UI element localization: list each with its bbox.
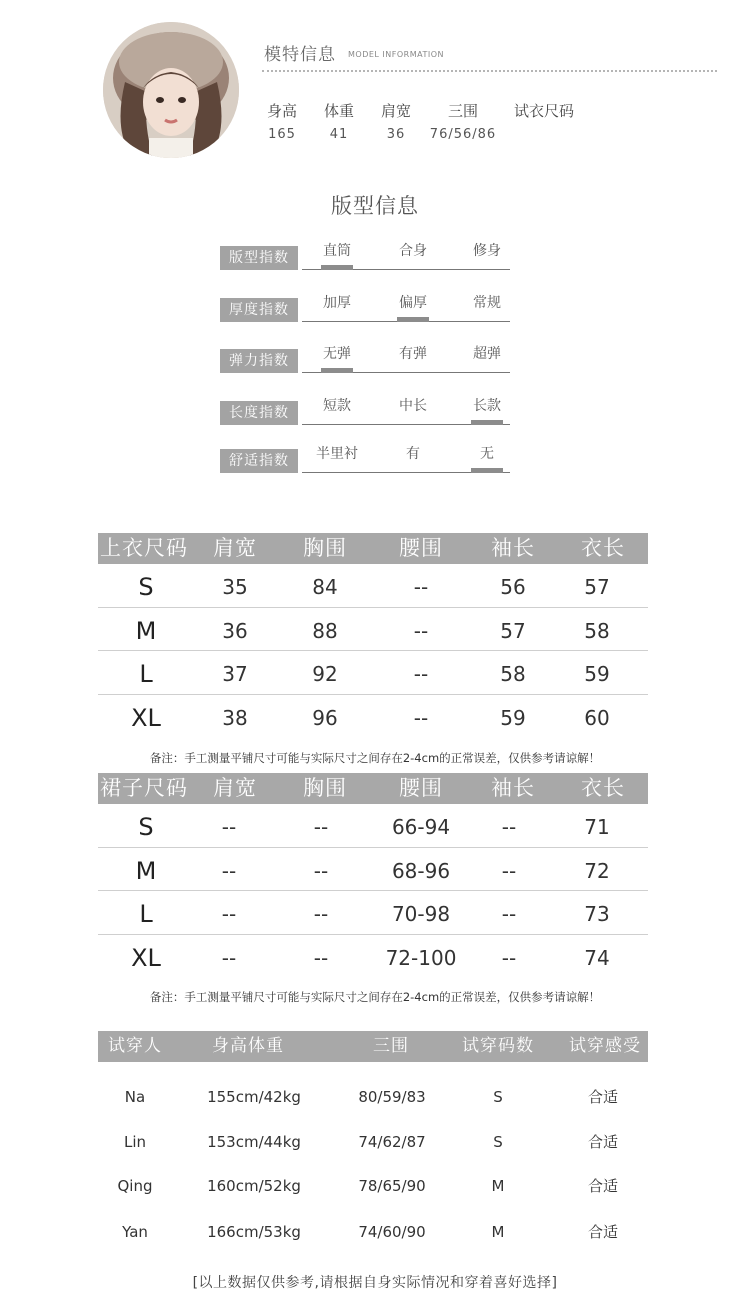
table-cell: 84 [312,575,338,599]
table-cell: 56 [500,575,526,599]
stat-trial-size: 试衣尺码 [513,102,574,120]
table-cell: 160cm/52kg [207,1177,301,1195]
fit-option: 无弹 [323,346,351,362]
header-cell: 胸围 [303,536,347,560]
footer-disclaimer: [以上数据仅供参考,请根据自身实际情况和穿着喜好选择] [192,1275,558,1291]
fit-selected-marker [471,468,503,473]
header-cell: 腰围 [399,776,443,800]
fit-selected-marker [397,317,429,322]
table-cell: 72 [584,858,610,883]
header-cell: 肩宽 [213,776,257,800]
table-cell: -- [413,662,429,686]
table-cell: -- [313,815,329,839]
size-cell: L [139,660,153,688]
stat-shoulder: 肩宽 36 [380,102,411,142]
table-cell: 92 [312,662,338,686]
header-cell: 三围 [373,1036,409,1056]
fit-option: 中长 [399,398,427,414]
fit-row-label: 厚度指数 [220,298,298,322]
table-cell: 72-100 [385,945,457,970]
table-cell: 96 [312,705,338,730]
table-header [98,533,648,564]
table-row [98,651,648,695]
fit-row-label: 弹力指数 [220,349,298,373]
table-cell: M [491,1177,505,1195]
fit-info-title: 版型信息 [331,194,419,218]
table-cell: -- [501,945,517,970]
table-cell: -- [413,705,429,730]
table-cell: 35 [222,575,248,599]
table-cell: -- [413,575,429,599]
header-cell: 衣长 [581,536,625,560]
fit-selected-marker [321,265,353,270]
fit-option: 合身 [399,243,427,259]
table-cell: M [491,1223,505,1241]
fit-option: 加厚 [323,295,351,311]
table-cell: 58 [500,662,526,686]
fit-option: 有 [406,446,420,462]
header-cell: 肩宽 [213,536,257,560]
size-cell: XL [131,943,161,972]
table-cell: -- [221,858,237,883]
table-cell: -- [413,618,429,643]
fit-row-label: 舒适指数 [220,449,298,473]
table-cell: 合适 [587,1133,618,1151]
size-cell: M [135,616,157,645]
table-row [98,608,648,652]
table-cell: 36 [222,618,248,643]
table-cell: 74/62/87 [358,1133,426,1151]
size-cell: S [138,813,154,841]
fit-row-comfort [220,443,510,473]
skirt-size-table [98,773,648,978]
model-portrait-icon [103,22,239,158]
fit-option: 半里衬 [316,446,358,462]
fit-option: 常规 [473,295,501,311]
table-row [98,804,648,848]
size-cell: L [139,900,153,928]
size-cell: M [135,856,157,885]
header-cell: 试穿人 [108,1036,162,1056]
table-cell: 59 [584,662,610,686]
top-size-table [98,533,648,738]
header-cell: 袖长 [491,536,535,560]
header-cell: 袖长 [491,776,535,800]
table-cell: -- [221,815,237,839]
table-row [98,935,648,979]
fit-row-style [220,240,510,270]
table-cell: -- [313,902,329,926]
table-row [98,564,648,608]
header-cell: 试穿感受 [569,1036,641,1056]
tryon-table-header [98,1031,648,1062]
table-cell: Qing [117,1177,153,1195]
table-cell: -- [221,945,237,970]
table-cell: 57 [500,618,526,643]
fit-selected-marker [321,368,353,373]
table-row [98,695,648,739]
tryon-row [98,1171,648,1201]
fit-row-length [220,395,510,425]
table-cell: 80/59/83 [358,1088,426,1106]
table-cell: 合适 [587,1177,618,1195]
fit-option: 修身 [473,243,501,259]
table-cell: 37 [222,662,248,686]
model-info-subtitle: MODEL INFORMATION [348,50,444,59]
size-cell: S [138,573,154,601]
model-photo [103,22,239,158]
table-cell: -- [501,858,517,883]
stat-height: 身高 165 [266,102,297,142]
header-cell: 身高体重 [212,1036,284,1056]
table-cell: 57 [584,575,610,599]
fit-option: 无 [480,446,494,462]
table-cell: Yan [122,1223,148,1241]
fit-row-thickness [220,292,510,322]
table-cell: -- [501,815,517,839]
table-cell: S [493,1133,503,1151]
table-cell: 59 [500,705,526,730]
table-cell: 60 [584,705,610,730]
tryon-row [98,1127,648,1157]
fit-option: 偏厚 [399,295,427,311]
table-cell: 合适 [587,1223,618,1241]
table-cell: 合适 [587,1088,618,1106]
fit-row-label: 长度指数 [220,401,298,425]
header-cell: 裙子尺码 [100,776,188,800]
table-cell: S [493,1088,503,1106]
measurement-note: 备注：手工测量平铺尺寸可能与实际尺寸之间存在2-4cm的正常误差，仅供参考请谅解！ [149,751,601,765]
table-cell: 38 [222,705,248,730]
table-cell: -- [221,902,237,926]
table-header [98,773,648,804]
fit-option: 直筒 [323,243,351,259]
table-cell: -- [501,902,517,926]
table-cell: -- [313,945,329,970]
header-cell: 试穿码数 [462,1036,534,1056]
stat-weight: 体重 41 [323,102,354,142]
table-cell: 68-96 [391,858,451,883]
table-cell: 155cm/42kg [207,1088,301,1106]
fit-row-label: 版型指数 [220,246,298,270]
table-cell: 74/60/90 [358,1223,426,1241]
fit-option: 短款 [323,398,351,414]
size-cell: XL [131,703,161,732]
table-cell: 70-98 [391,902,451,926]
table-cell: 166cm/53kg [207,1223,301,1241]
tryon-row [98,1082,648,1112]
header-cell: 腰围 [399,536,443,560]
fit-option: 有弹 [399,346,427,362]
header-cell: 胸围 [303,776,347,800]
table-cell: 78/65/90 [358,1177,426,1195]
fit-option: 长款 [473,398,501,414]
header-cell: 上衣尺码 [100,536,188,560]
fit-row-elasticity [220,343,510,373]
tryon-row [98,1217,648,1247]
fit-option: 超弹 [473,346,501,362]
dotted-divider [262,70,717,72]
table-cell: 73 [584,902,610,926]
fit-selected-marker [471,420,503,425]
table-cell: 66-94 [391,815,451,839]
table-cell: Lin [123,1133,147,1151]
table-cell: 88 [312,618,338,643]
table-cell: 74 [584,945,610,970]
table-cell: 58 [584,618,610,643]
table-row [98,848,648,892]
model-info-title: 模特信息 [264,45,336,65]
table-cell: 153cm/44kg [207,1133,301,1151]
table-row [98,891,648,935]
measurement-note: 备注：手工测量平铺尺寸可能与实际尺寸之间存在2-4cm的正常误差，仅供参考请谅解！ [149,990,601,1004]
table-cell: -- [313,858,329,883]
stat-measurements: 三围 76/56/86 [429,102,497,142]
header-cell: 衣长 [581,776,625,800]
table-cell: 71 [584,815,610,839]
table-cell: Na [124,1088,146,1106]
